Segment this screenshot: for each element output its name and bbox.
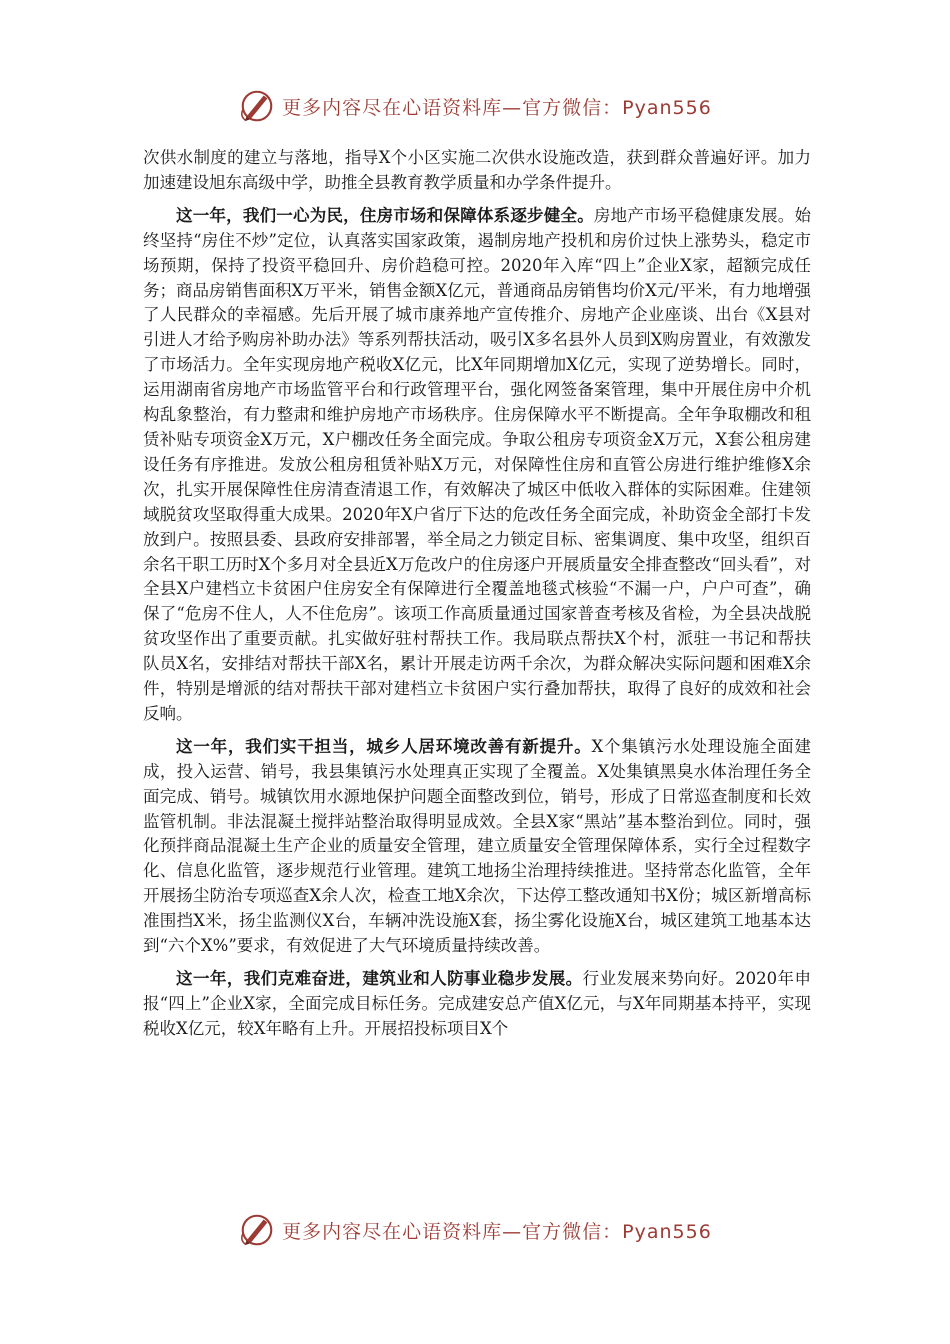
paragraph-body: X个集镇污水处理设施全面建成，投入运营、销号，我县集镇污水处理真正实现了全覆盖。X处集镇黑臭水体治理任务全面完成、销号。城镇饮用水源地保护问题全面整改到位，销号，形成了日常巡查制度和长效监管机制。非法混凝土搅拌站整治取得明显成效。全县X家“黑站”基本整治到位。同时，强化预拌商品混凝土生产企业的质量安全管理，建立质量安全管理保障体系，实行全过程数字化、信息化监管，逐步规范行业管理。建筑工地扬尘治理持续推进。坚持常态化监管，全年开展扬尘防治专项巡查X余人次，检查工地X余次，下达停工整改通知书X份；城区新增高标准围挡X米，扬尘监测仪X台，车辆冲洗设施X套，扬尘雾化设施X台，城区建筑工地基本达到“六个X%”要求，有效促进了大气环境质量持续改善。 bbox=[143, 736, 811, 956]
header-watermark-banner bbox=[0, 84, 950, 128]
paragraph-body: 行业发展来势向好。2020年申报“四上”企业X家，全面完成目标任务。完成建安总产值X亿元，与X年同期基本持平，实现税收X亿元，较X年略有上升。开展招投标项目X个 bbox=[143, 969, 812, 1038]
paragraph-body: 次供水制度的建立与落地，指导X个小区实施二次供水设施改造，获到群众普遍好评。加力加速建设旭东高级中学，助推全县教育教学质量和办学条件提升。 bbox=[143, 148, 811, 192]
document-body bbox=[143, 146, 811, 1050]
banner-text: 更多内容尽在心语资料库—官方微信：Pyan556 bbox=[282, 1220, 712, 1243]
paragraph-lead: 这一年，我们一心为民，住房市场和保障体系逐步健全。 bbox=[176, 205, 594, 225]
paragraph-lead: 这一年，我们克难奋进，建筑业和人防事业稳步发展。 bbox=[176, 969, 583, 988]
footer-watermark-banner bbox=[0, 1208, 950, 1252]
paragraph-continuation bbox=[143, 146, 811, 196]
paragraph-environment bbox=[143, 735, 811, 959]
paragraph-lead: 这一年，我们实干担当，城乡人居环境改善有新提升。 bbox=[176, 736, 592, 756]
banner-text: 更多内容尽在心语资料库—官方微信：Pyan556 bbox=[282, 96, 712, 119]
pen-logo-icon bbox=[238, 87, 276, 125]
paragraph-body: 房地产市场平稳健康发展。始终坚持“房住不炒”定位，认真落实国家政策，遏制房地产投机和房价过快上涨势头，稳定市场预期，保持了投资平稳回升、房价趋稳可控。2020年入库“四上”企业X家，超额完成任务；商品房销售面积X万平米，销售金额X亿元，普通商品房销售均价X元/平米，有力地增强了人民群众的幸福感。先后开展了城市康养地产宣传推介、房地产企业座谈、出台《X县对引进人才给予购房补助办法》等系列帮扶活动，吸引X多名县外人员到X购房置业，有效激发了市场活力。全年实现房地产税收X亿元，比X年同期增加X亿元，实现了逆势增长。同时，运用湖南省房地产市场监管平台和行政管理平台，强化网签备案管理，集中开展住房中介机构乱象整治，有力整肃和维护房地产市场秩序。住房保障水平不断提高。全年争取棚改和租赁补贴专项资金X万元，X户棚改任务全面完成。争取公租房专项资金X万元，X套公租房建设任务有序推进。发放公租房租赁补贴X万元，对保障性住房和直管公房进行维护维修X余次，扎实开展保障性住房清查清退工作，有效解决了城区中低收入群体的实际困难。住建领域脱贫攻坚取得重大成果。2020年X户省厅下达的危改任务全面完成，补助资金全部打卡发放到户。按照县委、县政府安排部署，举全局之力锁定目标、密集调度、集中攻坚，组织百余名干职工历时X个多月对全县近X万危改户的住房逐户开展质量安全排查整改“回头看”，对全县X户建档立卡贫困户住房安全有保障进行全覆盖地毯式核验“不漏一户，户户可查”，确保了“危房不住人，人不住危房”。该项工作高质量通过国家普查考核及省检，为全县决战脱贫攻坚作出了重要贡献。扎实做好驻村帮扶工作。我局联点帮扶X个村，派驻一书记和帮扶队员X名，安排结对帮扶干部X名，累计开展走访两千余次，为群众解决实际问题和困难X余件，特别是增派的结对帮扶干部对建档立卡贫困户实行叠加帮扶，取得了良好的成效和社会反响。 bbox=[143, 205, 812, 723]
pen-logo-icon bbox=[238, 1211, 276, 1249]
paragraph-construction bbox=[143, 967, 811, 1042]
paragraph-housing bbox=[143, 204, 811, 727]
